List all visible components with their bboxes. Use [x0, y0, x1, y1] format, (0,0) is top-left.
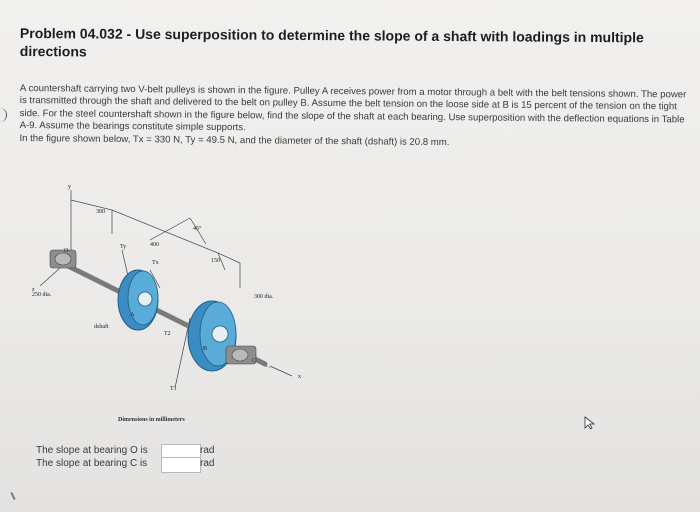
- label-t2: T2: [164, 331, 171, 337]
- label-x: x: [298, 374, 301, 380]
- page-corner-mark: [10, 492, 15, 500]
- problem-given-values: In the figure shown below, Tx = 330 N, Ty = 49.5 N, and the diameter of the shaft (dshaft) is 20.8 mm.: [19, 132, 450, 148]
- answer-label-c: The slope at bearing C is: [36, 458, 148, 469]
- label-dim-150: 150: [211, 258, 220, 264]
- figure-caption: Dimensions in millimeters: [118, 417, 185, 423]
- bearing-o: [50, 250, 76, 268]
- x-axis-line: [270, 366, 292, 376]
- countershaft-diagram: [30, 178, 330, 428]
- problem-title: Problem 04.032 - Use superposition to determine the slope of a shaft with loadings in multiple directions: [19, 24, 644, 60]
- countershaft-figure: [30, 178, 330, 428]
- label-dshaft: dshaft: [94, 324, 109, 330]
- label-tx: Tx: [152, 260, 159, 266]
- page-edge-mark: [0, 108, 7, 122]
- problem-statement: [19, 83, 690, 151]
- mouse-cursor-icon: [584, 416, 596, 435]
- label-ty: Ty: [120, 244, 127, 250]
- pulley-a: [118, 270, 158, 330]
- slope-c-input[interactable]: [161, 457, 201, 473]
- dim-300-line: [71, 200, 112, 234]
- label-a: A: [130, 312, 135, 318]
- label-dim-400: 400: [150, 242, 159, 248]
- label-b: B: [203, 346, 208, 352]
- label-c: C: [252, 358, 257, 364]
- label-angle: 45°: [193, 226, 202, 232]
- label-y: y: [68, 184, 71, 190]
- answer-label-o: The slope at bearing O is: [36, 445, 148, 456]
- belt-t1-line: [175, 318, 190, 388]
- answer-unit-c: rad: [200, 458, 215, 469]
- label-dia-300: 300 dia.: [254, 294, 274, 300]
- dim-400-line: [112, 210, 225, 270]
- label-t1: T1: [170, 386, 177, 392]
- answer-unit-o: rad: [200, 445, 215, 456]
- problem-paragraph: A countershaft carrying two V-belt pulleys is shown in the figure. Pulley A receives power from a motor through a belt with the belt tensions shown. The power is transmitted through the shaft and delivered to the belt on pulley B. Assume the belt tension on the loose side at B is 15 percent of the tension on the tight side. For the steel countershaft shown in the figure below, find the slope of the shaft at each bearing. Use superposition with the deflection equations in Table A-9. Assume the bearings constitute simple supports.: [19, 83, 687, 134]
- label-z: z: [32, 287, 35, 293]
- label-dia-250: 250 dia.: [32, 292, 52, 298]
- dim-150-line: [218, 253, 240, 288]
- label-o: O: [64, 248, 69, 254]
- label-dim-300: 300: [96, 209, 105, 215]
